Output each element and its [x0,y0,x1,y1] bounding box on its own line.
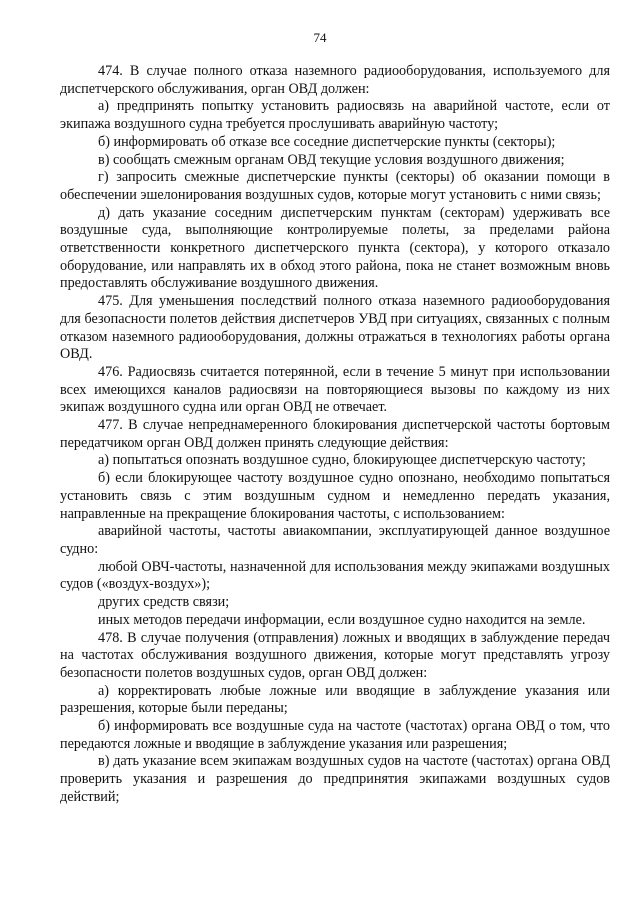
paragraph-478-v: в) дать указание всем экипажам воздушных судов на частоте (частотах) органа ОВД проверить указания и разрешения до предпринятия экипажами воздушных судов действий; [60,753,610,805]
page-number: 74 [313,30,327,45]
paragraph-477-b-item-3: других средств связи; [98,594,230,611]
paragraph-474-a: а) предпринять попытку установить радиосвязь на аварийной частоте, если от экипажа воздушного судна требуется прослушивать аварийную частоту; [60,98,610,133]
paragraph-477-b-item-1: аварийной частоты, частоты авиакомпании, эксплуатирующей данное воздушное судно: [60,523,610,557]
paragraph-477: 477. В случае непреднамеренного блокирования диспетчерской частоты бортовым передатчиком орган ОВД должен принять следующие действия: [60,417,610,451]
paragraph-476: 476. Радиосвязь считается потерянной, если в течение 5 минут при использовании всех имеющихся каналов радиосвязи на повторяющиеся вызовы по каждому из них экипаж воздушного судна или орган ОВД не отвечает. [60,363,610,416]
paragraph-474: 474. В случае полного отказа наземного радиооборудования, используемого для диспетчерского обслуживания, орган ОВД должен: [60,63,610,97]
paragraph-475: 475. Для уменьшения последствий полного отказа наземного радиооборудования для безопасности полетов действия диспетчеров УВД при ситуациях, связанных с полным отказом наземного радиооборудования, должны отражаться в технологиях работы органа ОВД. [60,293,610,363]
paragraph-477-b-item-2: любой ОВЧ-частоты, назначенной для использования между экипажами воздушных судов («воздух-воздух»); [60,558,610,593]
paragraph-477-b-item-4: иных методов передачи информации, если воздушное судно находится на земле. [98,611,586,628]
paragraph-478-b: б) информировать все воздушные суда на частоте (частотах) органа ОВД о том, что передаются ложные и вводящие в заблуждение указания или разрешения; [60,718,610,752]
paragraph-474-v: в) сообщать смежным органам ОВД текущие условия воздушного движения; [98,151,565,168]
paragraph-478: 478. В случае получения (отправления) ложных и вводящих в заблуждение передач на частотах обслуживания воздушного движения, которые могут представлять угрозу безопасности полетов воздушных судов, орган ОВД должен: [60,629,610,681]
paragraph-474-g: г) запросить смежные диспетчерские пункты (секторы) об оказании помощи в обеспечении эшелонирования воздушных судов, которые могут установить с ними связь; [60,169,610,203]
document-body [60,63,610,807]
paragraph-477-b: б) если блокирующее частоту воздушное судно опознано, необходимо попытаться установить связь с этим воздушным судном и немедленно передать указания, направленные на прекращение блокирования частоты, с использованием: [60,470,610,522]
paragraph-474-d: д) дать указание соседним диспетчерским пунктам (секторам) удерживать все воздушные суда, выполняющие контролируемые полеты, за пределами района ответственности конкретного диспетчерского пункта (сектора), у которого отказало оборудование, или направлять их в обход этого района, пока не станет возможным вновь предоставлять обслуживание воздушного движения. [60,204,610,292]
paragraph-477-a: а) попытаться опознать воздушное судно, блокирующее диспетчерскую частоту; [98,452,586,469]
paragraph-474-b: б) информировать об отказе все соседние диспетчерские пункты (секторы); [98,133,556,150]
paragraph-478-a: а) корректировать любые ложные или вводящие в заблуждение указания или разрешения, которые были переданы; [60,682,610,717]
